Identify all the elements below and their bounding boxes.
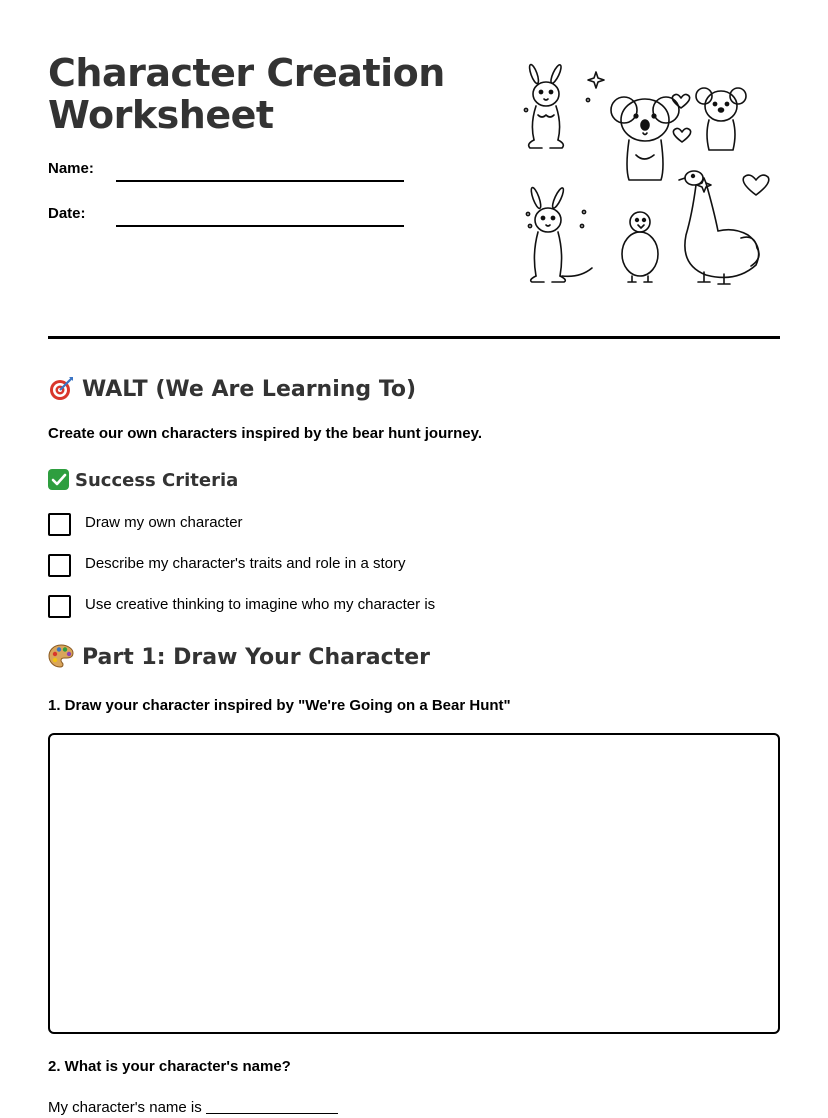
walt-objective: Create our own characters inspired by the bear hunt journey. <box>48 425 482 442</box>
sparkle-icon <box>588 72 604 88</box>
chick-drawing <box>622 212 658 282</box>
part1-heading <box>48 643 430 670</box>
criteria-checkbox[interactable] <box>48 595 71 618</box>
part1-heading-text: Part 1: Draw Your Character <box>82 645 430 670</box>
name-label: Name: <box>48 160 94 177</box>
criteria-label: Describe my character's traits and role in a story <box>85 555 406 572</box>
heart-icon <box>743 175 769 195</box>
drawing-area[interactable] <box>48 733 780 1034</box>
name-answer-prefix: My character's name is <box>48 1099 202 1116</box>
name-answer-row <box>48 1099 338 1116</box>
question-2: 2. What is your character's name? <box>48 1058 291 1075</box>
check-mark-icon <box>48 469 69 490</box>
criteria-item <box>48 554 648 578</box>
kangaroo-drawing <box>529 187 592 282</box>
animal-illustrations <box>516 60 786 290</box>
target-icon <box>48 375 74 401</box>
name-write-line[interactable] <box>116 180 404 182</box>
criteria-item <box>48 513 648 537</box>
question-1: 1. Draw your character inspired by "We're Going on a Bear Hunt" <box>48 697 511 714</box>
kangaroo-drawing <box>528 64 564 148</box>
heart-icon <box>673 128 690 142</box>
section-divider <box>48 336 780 339</box>
name-field <box>48 160 408 190</box>
mouse-drawing <box>696 88 746 150</box>
criteria-label: Draw my own character <box>85 514 243 531</box>
name-answer-line[interactable] <box>206 1099 338 1114</box>
koala-drawing <box>611 97 679 180</box>
sparkle-icon <box>697 178 711 192</box>
palette-icon <box>48 643 74 669</box>
walt-heading <box>48 375 416 402</box>
date-write-line[interactable] <box>116 225 404 227</box>
page-title: Character Creation Worksheet <box>48 51 445 137</box>
criteria-label: Use creative thinking to imagine who my character is <box>85 596 436 613</box>
criteria-checkbox[interactable] <box>48 554 71 577</box>
success-criteria-heading-text: Success Criteria <box>75 470 239 491</box>
walt-heading-text: WALT (We Are Learning To) <box>82 377 417 402</box>
criteria-item <box>48 595 648 619</box>
criteria-checkbox[interactable] <box>48 513 71 536</box>
date-label: Date: <box>48 205 86 222</box>
success-criteria-heading <box>48 469 238 491</box>
date-field <box>48 205 408 235</box>
